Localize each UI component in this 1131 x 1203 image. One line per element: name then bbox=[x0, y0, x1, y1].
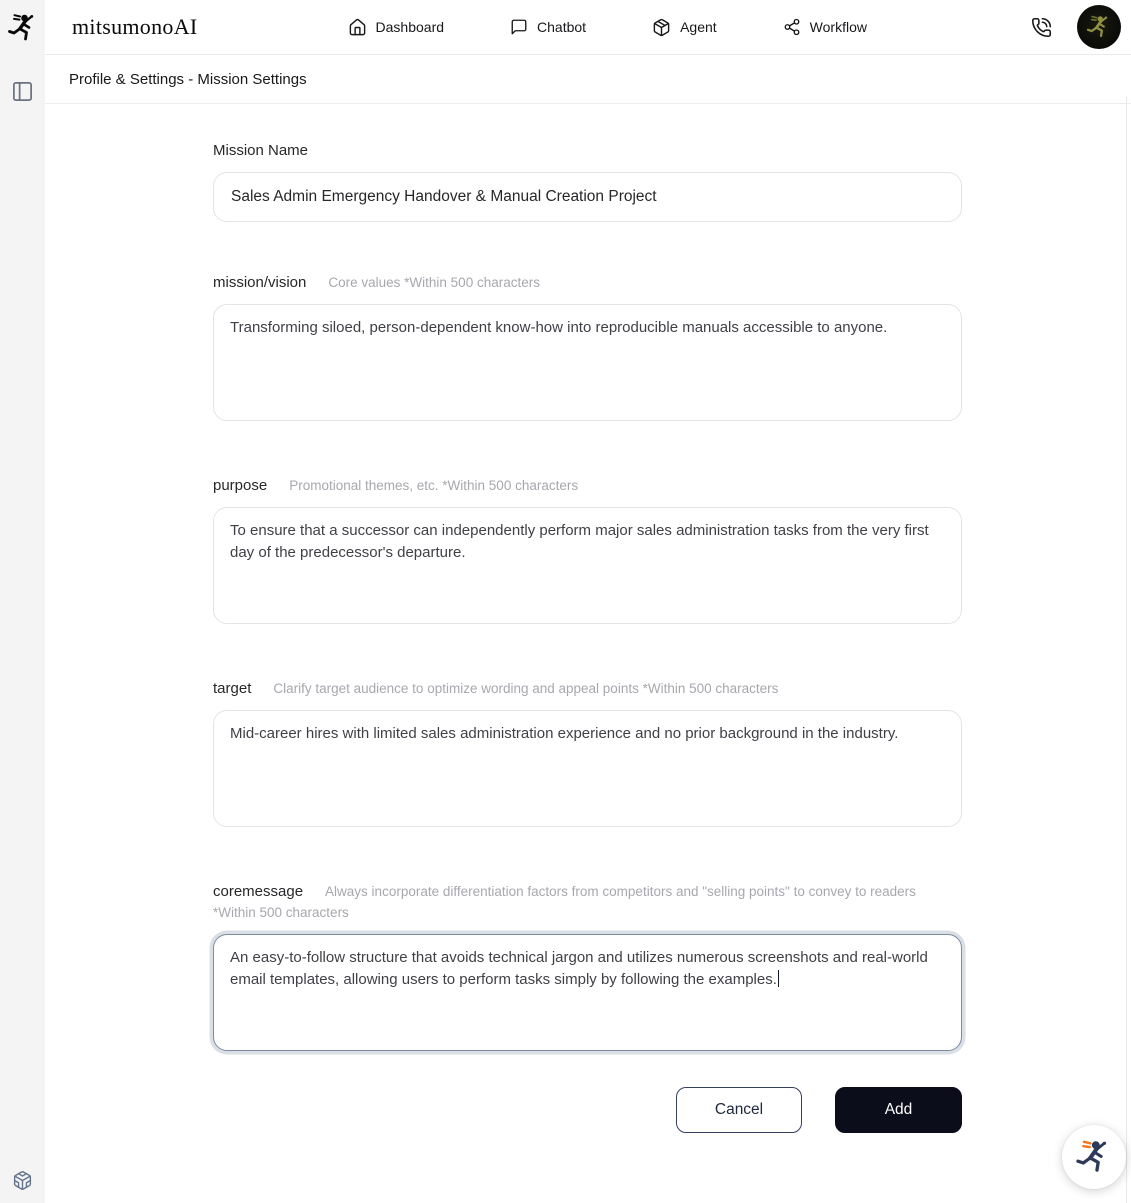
icon-sidebar bbox=[0, 0, 45, 1203]
nav-agent[interactable] bbox=[652, 18, 717, 37]
home-icon bbox=[348, 18, 367, 37]
mission-name-input[interactable] bbox=[213, 172, 962, 222]
target-textarea[interactable] bbox=[213, 710, 962, 827]
cancel-button[interactable]: Cancel bbox=[676, 1087, 802, 1133]
coremessage-hint: Always incorporate differentiation factors from competitors and "selling points" to convey to readers *Within 500 characters bbox=[213, 884, 916, 920]
mission-settings-form bbox=[213, 105, 962, 1133]
nav-workflow[interactable] bbox=[783, 18, 867, 36]
brand-title: mitsumonoAI bbox=[72, 14, 198, 39]
target-label: target bbox=[213, 680, 252, 697]
sidebar-toggle-button[interactable] bbox=[11, 80, 34, 103]
assistant-fab-button[interactable] bbox=[1062, 1125, 1126, 1189]
ninja-fab-icon bbox=[1075, 1138, 1113, 1176]
nav-workflow-label: Workflow bbox=[809, 19, 867, 35]
mission-vision-field bbox=[213, 272, 962, 421]
mission-vision-textarea[interactable] bbox=[213, 304, 962, 421]
chat-bubble-icon bbox=[510, 18, 528, 36]
panel-left-icon bbox=[11, 80, 34, 103]
phone-call-icon bbox=[1031, 17, 1052, 38]
header-right bbox=[1031, 5, 1121, 49]
package-cube-icon bbox=[652, 18, 671, 37]
nav-chatbot[interactable] bbox=[510, 18, 586, 36]
breadcrumb-bar bbox=[45, 56, 1131, 104]
top-header bbox=[45, 0, 1131, 55]
call-button[interactable] bbox=[1031, 17, 1052, 38]
cube-wireframe-icon bbox=[12, 1170, 33, 1191]
form-actions bbox=[213, 1087, 962, 1133]
nav-chatbot-label: Chatbot bbox=[537, 19, 587, 35]
add-button[interactable]: Add bbox=[835, 1087, 962, 1133]
nav-dashboard-label: Dashboard bbox=[375, 19, 445, 35]
mission-vision-label: mission/vision bbox=[213, 274, 307, 291]
breadcrumb: Profile & Settings - Mission Settings bbox=[69, 71, 307, 88]
user-avatar[interactable] bbox=[1077, 5, 1121, 49]
mission-vision-hint: Core values *Within 500 characters bbox=[328, 275, 540, 290]
purpose-label: purpose bbox=[213, 477, 268, 494]
mission-name-field bbox=[213, 140, 962, 222]
target-hint: Clarify target audience to optimize wording and appeal points *Within 500 characters bbox=[273, 681, 779, 696]
scrollbar-track[interactable] bbox=[1126, 97, 1127, 1203]
text-caret bbox=[778, 970, 780, 987]
share-network-icon bbox=[783, 18, 801, 36]
main-content bbox=[45, 105, 1131, 1203]
purpose-field bbox=[213, 475, 962, 624]
main-nav bbox=[348, 18, 867, 37]
purpose-textarea[interactable] bbox=[213, 507, 962, 624]
coremessage-field bbox=[213, 881, 962, 1051]
coremessage-text: An easy-to-follow structure that avoids technical jargon and utilizes numerous screenshots and real-world email templates, allowing users to perform tasks simply by following the examples. bbox=[230, 949, 933, 988]
ninja-logo-icon bbox=[7, 11, 39, 45]
coremessage-label: coremessage bbox=[213, 883, 304, 900]
nav-agent-label: Agent bbox=[680, 19, 717, 35]
ninja-avatar-icon bbox=[1086, 14, 1112, 40]
mission-name-label: Mission Name bbox=[213, 142, 309, 159]
target-field bbox=[213, 678, 962, 827]
nav-dashboard[interactable] bbox=[348, 18, 445, 37]
sandbox-button[interactable] bbox=[12, 1170, 33, 1191]
purpose-hint: Promotional themes, etc. *Within 500 characters bbox=[289, 478, 579, 493]
coremessage-textarea[interactable] bbox=[213, 934, 962, 1051]
app-logo[interactable] bbox=[5, 9, 41, 47]
